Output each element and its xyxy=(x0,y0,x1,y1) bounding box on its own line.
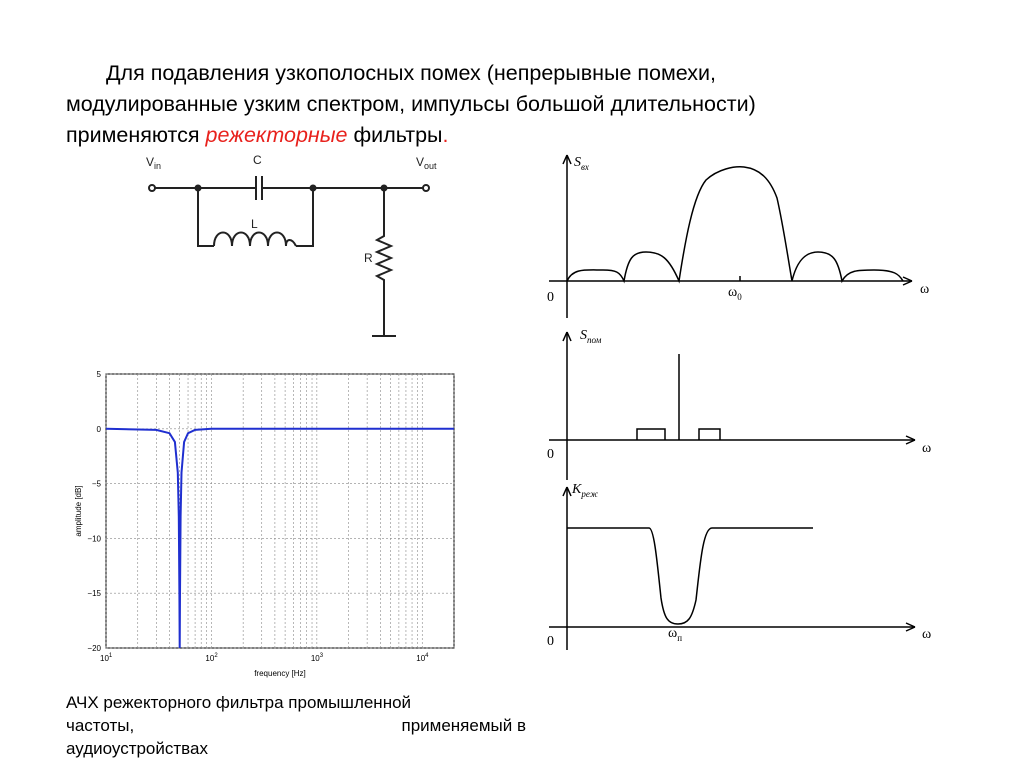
y-tick-labels xyxy=(87,370,101,653)
caption-line-3: аудиоустройствах xyxy=(66,739,208,758)
heading-line-2: модулированные узким спектром, импульсы большой длительности) xyxy=(66,92,756,116)
vout-label: $V_{out}$ xyxy=(416,155,437,171)
signal-spectrum-curve xyxy=(567,167,903,281)
vin-label: $V_{in}$ xyxy=(146,155,162,171)
y-tick-label: −5 xyxy=(91,479,101,489)
inductor-label: L xyxy=(251,217,258,231)
sig-y-label: $S_{вх}$ xyxy=(574,155,589,172)
x-tick-label: $10^1$ xyxy=(100,653,113,663)
y-tick-label: −15 xyxy=(87,589,101,599)
noise-x-label: ω xyxy=(922,441,932,456)
figure-caption xyxy=(66,691,526,760)
filter-x-label: ω xyxy=(922,627,932,642)
y-tick-label: 0 xyxy=(96,424,101,434)
sig-x-label: ω xyxy=(920,282,930,297)
accent-dot: . xyxy=(442,123,449,147)
capacitor-label: C xyxy=(253,153,262,167)
caption-line-2 xyxy=(66,714,526,737)
x-tick-labels xyxy=(100,653,429,663)
caption-line-2-right: применяемый в xyxy=(401,716,526,735)
junction-dot-3 xyxy=(382,186,387,191)
chart-frame xyxy=(106,374,454,648)
heading-line-1: Для подавления узкополосных помех (непрерывные помехи, xyxy=(106,61,716,85)
caption-line-1: АЧХ режекторного фильтра промышленной xyxy=(66,693,412,712)
right-branch-wire xyxy=(296,188,313,246)
y-tick-label: 5 xyxy=(96,370,101,379)
resistor-symbol xyxy=(377,188,391,336)
chart-grid xyxy=(106,374,454,648)
filter-origin-label: 0 xyxy=(547,634,554,649)
x-tick-label: $10^4$ xyxy=(416,653,429,663)
filter-response-curve xyxy=(567,528,813,624)
left-branch-wire xyxy=(198,188,214,246)
vin-terminal xyxy=(149,185,155,191)
filter-notch-label: $\omega_п$ xyxy=(668,626,683,643)
accent-word: режекторные xyxy=(205,123,348,147)
sig-center-label: $\omega_0$ xyxy=(728,285,742,302)
junction-dot-2 xyxy=(311,186,316,191)
notch-filter-circuit xyxy=(149,176,429,336)
filter-y-label: $K_{реж}$ xyxy=(572,482,598,499)
inductor-coil xyxy=(214,233,296,247)
noise-side-pulse-left xyxy=(637,429,665,440)
sig-origin-label: 0 xyxy=(547,290,554,305)
y-axis-label: amplitude [dB] xyxy=(74,485,83,537)
frequency-response-chart xyxy=(74,370,454,678)
y-tick-label: −10 xyxy=(87,534,101,544)
heading-line-3: применяются режекторные фильтры. xyxy=(66,123,449,147)
x-axis-label: frequency [Hz] xyxy=(254,669,306,678)
x-tick-label: $10^3$ xyxy=(310,653,324,663)
noise-origin-label: 0 xyxy=(547,447,554,462)
noise-side-pulse-right xyxy=(699,429,720,440)
vout-terminal xyxy=(423,185,429,191)
caption-line-2-left: частоты, xyxy=(66,716,135,735)
noise-y-label: $S_{пом}$ xyxy=(580,328,602,345)
y-tick-label: −20 xyxy=(87,644,101,653)
resistor-label: R xyxy=(364,251,373,265)
x-tick-label: $10^2$ xyxy=(205,653,218,663)
capacitor-symbol xyxy=(256,176,262,200)
junction-dot-1 xyxy=(196,186,201,191)
